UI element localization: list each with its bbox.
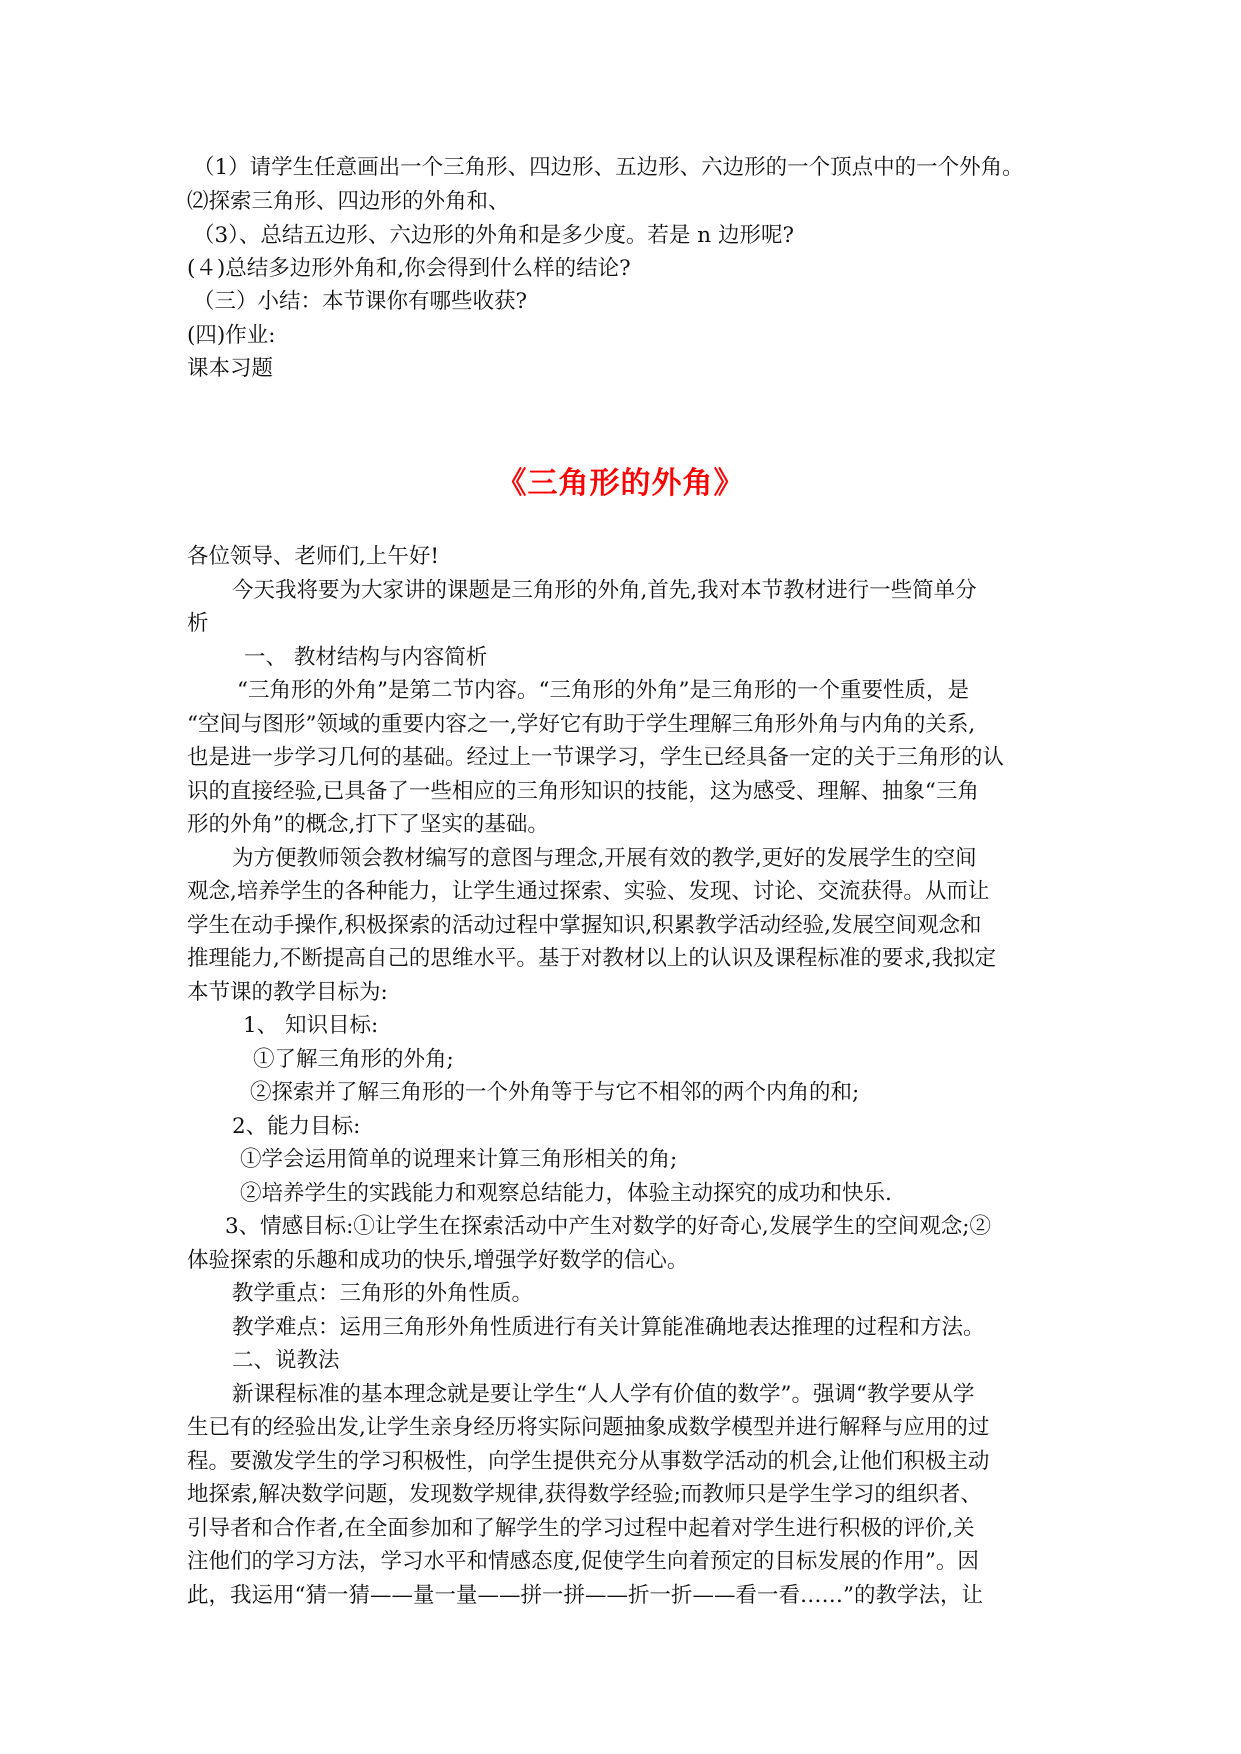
text-line: 此，我运用“猜一猜——量一量——拼一拼——折一折——看一看……”的教学法，让 <box>187 1583 983 1608</box>
text-line: 推理能力,不断提高自己的思维水平。基于对教材以上的认识及课程标准的要求,我拟定 <box>187 946 997 971</box>
goal-item: ②探索并了解三角形的一个外角等于与它不相邻的两个内角的和; <box>250 1080 860 1105</box>
text-line: 学生在动手操作,积极探索的活动过程中掌握知识,积累教学活动经验,发展空间观念和 <box>187 913 982 938</box>
text-line: 形的外角”的概念,打下了坚实的基础。 <box>187 812 549 837</box>
text-line: 生已有的经验出发,让学生亲身经历将实际问题抽象成数学模型并进行解释与应用的过 <box>187 1415 990 1440</box>
document-title: 《三角形的外角》 <box>496 466 745 501</box>
text-line: 观念,培养学生的各种能力，让学生通过探索、实验、发现、讨论、交流获得。从而让 <box>187 879 990 904</box>
section-heading: 一、 教材结构与内容简析 <box>244 645 488 670</box>
text-line: 新课程标准的基本理念就是要让学生“人人学有价值的数学”。强调“教学要从学 <box>232 1382 975 1407</box>
text-line: 识的直接经验,已具备了一些相应的三角形知识的技能，这为感受、理解、抽象“三角 <box>187 779 979 804</box>
goal-item: ①学会运用简单的说理来计算三角形相关的角; <box>240 1147 678 1172</box>
text-line: 地探索,解决数学问题，发现数学规律,获得数学经验;而教师只是学生学习的组织者、 <box>187 1482 982 1507</box>
goal-heading: 3、情感目标:①让学生在探索活动中产生对数学的好奇心,发展学生的空间观念;② <box>225 1214 992 1239</box>
text-line: 体验探索的乐趣和成功的快乐,增强学好数学的信心。 <box>187 1248 689 1273</box>
text-line: 程。要激发学生的学习积极性，向学生提供充分从事数学活动的机会,让他们积极主动 <box>187 1449 990 1474</box>
text-line: 引导者和合作者,在全面参加和了解学生的学习过程中起着对学生进行积极的评价,关 <box>187 1516 975 1541</box>
text-line: （1）请学生任意画出一个三角形、四边形、五边形、六边形的一个顶点中的一个外角。 <box>193 155 1024 180</box>
section-heading: 二、说教法 <box>232 1348 340 1373</box>
text-line: 各位领导、老师们,上午好! <box>187 544 439 569</box>
text-line: 本节课的教学目标为: <box>187 980 388 1005</box>
text-line: 析 <box>187 611 209 636</box>
text-line: 今天我将要为大家讲的课题是三角形的外角,首先,我对本节教材进行一些简单分 <box>232 578 977 603</box>
text-line: （三）小结：本节课你有哪些收获? <box>193 289 528 314</box>
text-line: “空间与图形”领域的重要内容之一,学好它有助于学生理解三角形外角与内角的关系, <box>187 712 976 737</box>
text-line: “三角形的外角”是第二节内容。“三角形的外角”是三角形的一个重要性质，是 <box>237 678 969 703</box>
text-line: ⑵探索三角形、四边形的外角和、 <box>187 189 510 214</box>
goal-item: ①了解三角形的外角; <box>253 1047 454 1072</box>
goal-heading: 2、能力目标: <box>232 1114 361 1139</box>
text-line: 注他们的学习方法，学习水平和情感态度,促使学生向着预定的目标发展的作用”。因 <box>187 1549 979 1574</box>
goal-item: ②培养学生的实践能力和观察总结能力，体验主动探究的成功和快乐. <box>240 1181 892 1206</box>
goal-heading: 1、 知识目标: <box>243 1013 379 1038</box>
text-line: 也是进一步学习几何的基础。经过上一节课学习，学生已经具备一定的关于三角形的认 <box>187 745 1005 770</box>
text-line: (四)作业: <box>187 323 276 348</box>
text-line: 教学难点：运用三角形外角性质进行有关计算能准确地表达推理的过程和方法。 <box>232 1315 985 1340</box>
text-line: (４)总结多边形外角和,你会得到什么样的结论? <box>187 256 631 281</box>
text-line: （3）、总结五边形、六边形的外角和是多少度。若是 n 边形呢? <box>193 223 794 248</box>
text-line: 教学重点：三角形的外角性质。 <box>232 1281 534 1306</box>
text-line: 课本习题 <box>187 356 274 381</box>
text-line: 为方便教师领会教材编写的意图与理念,开展有效的教学,更好的发展学生的空间 <box>232 846 977 871</box>
